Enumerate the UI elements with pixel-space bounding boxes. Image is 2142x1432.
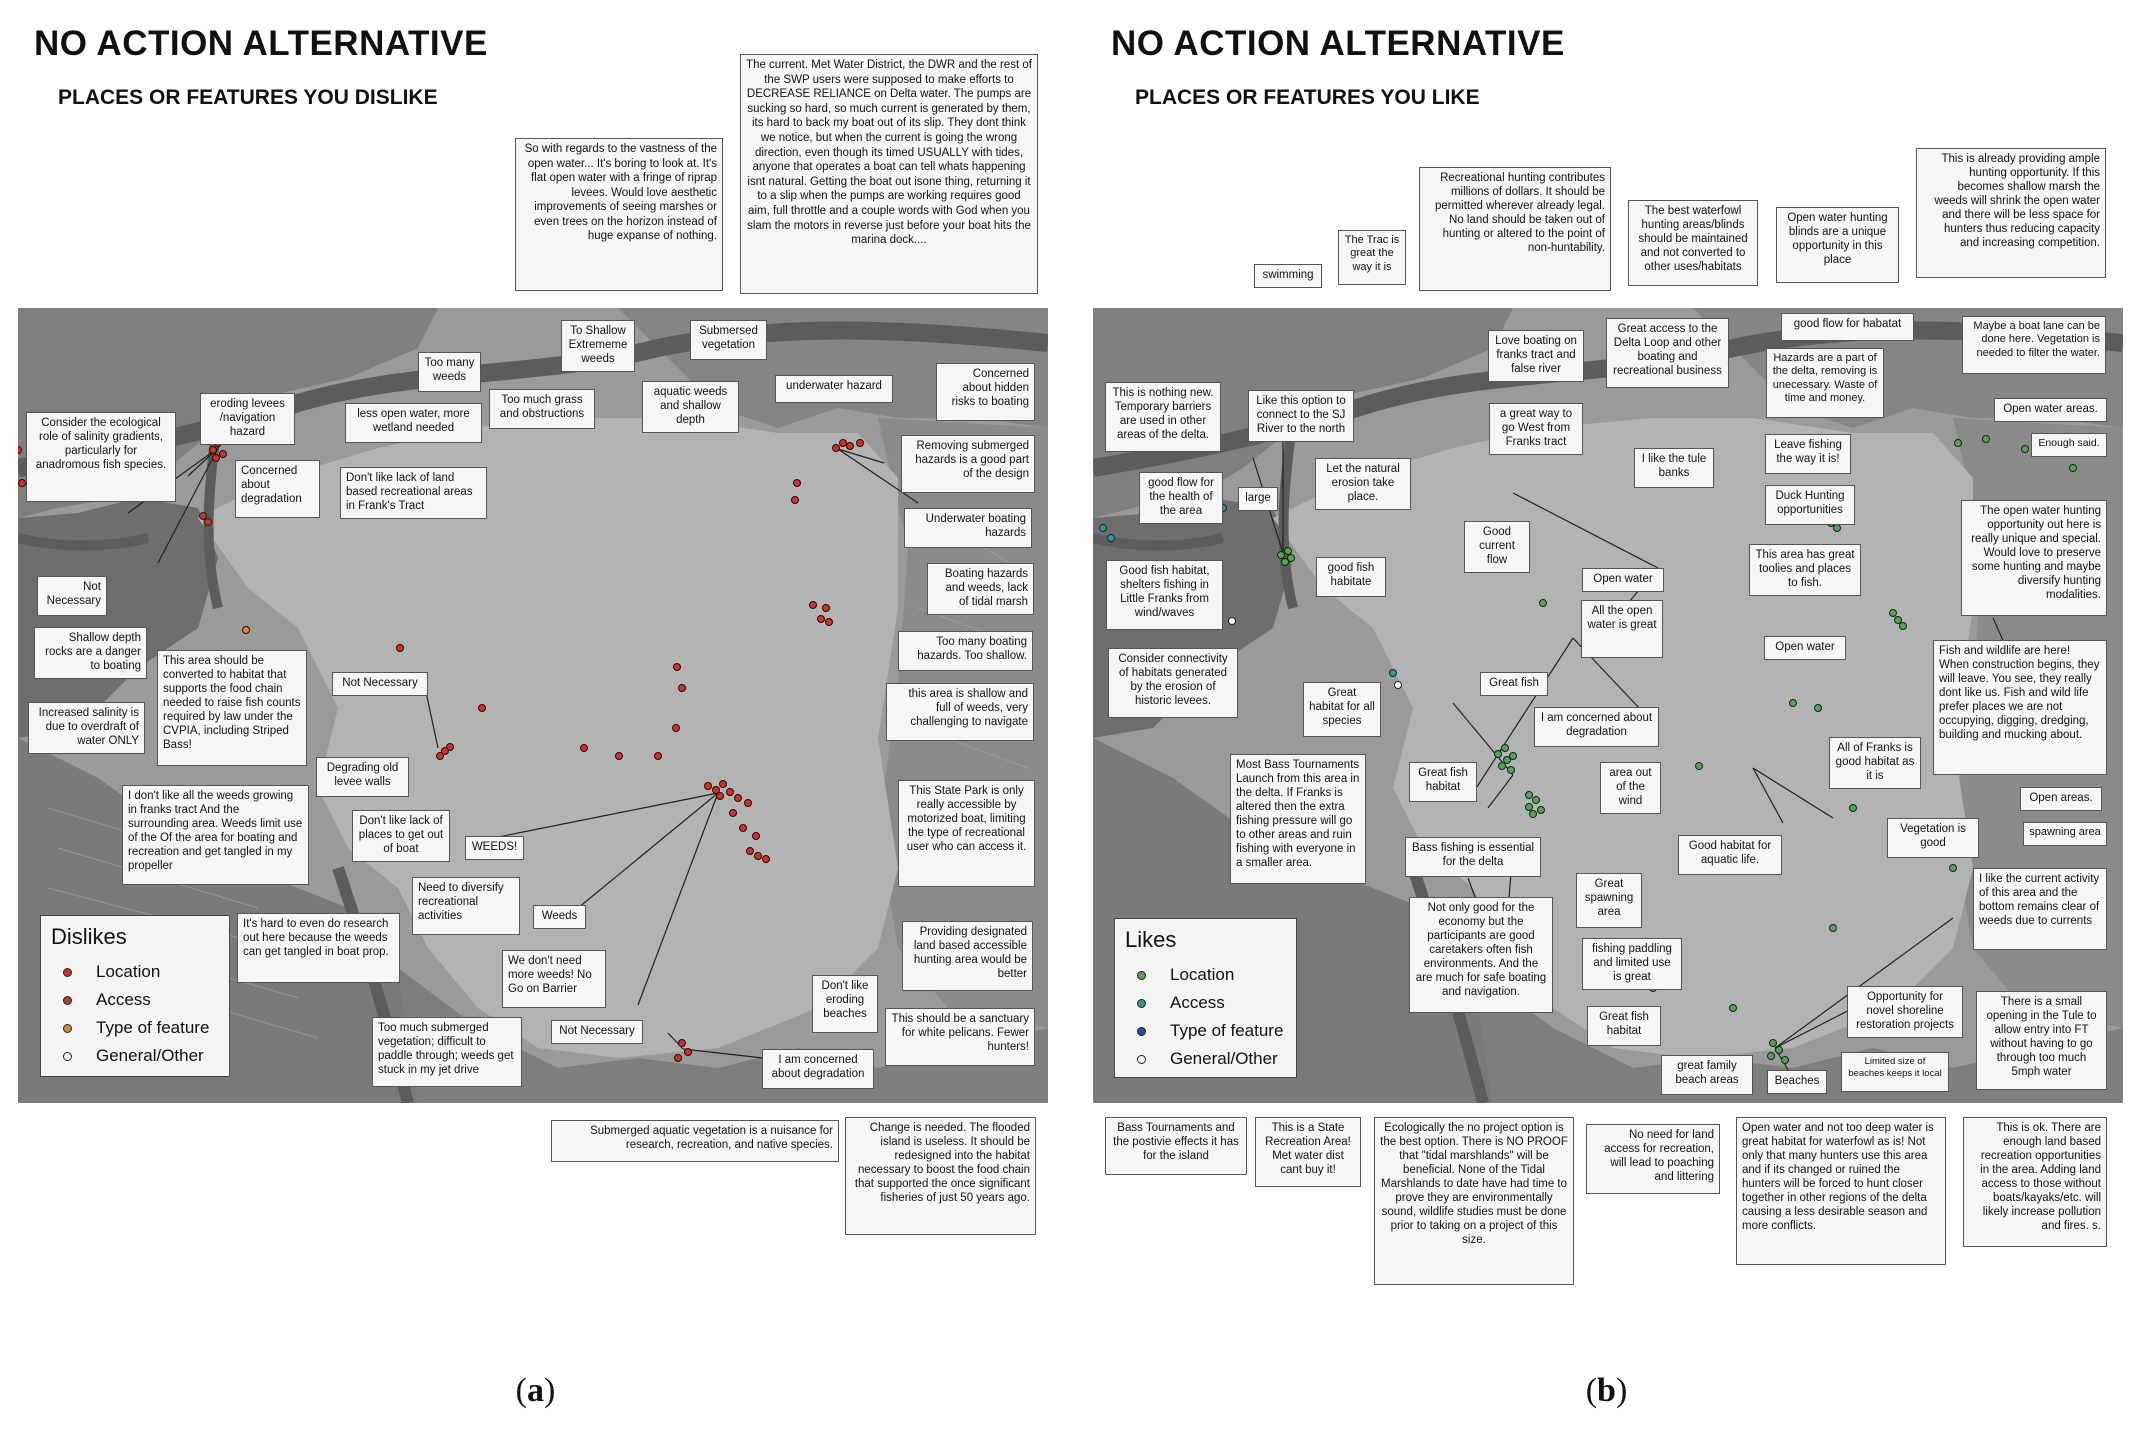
comment-note: I am concerned about degradation: [1534, 707, 1659, 747]
comment-note: Great access to the Delta Loop and other boating and recreational business: [1606, 318, 1729, 388]
comment-note: I like the current activity of this area and the bottom remains clear of weeds due to currents: [1973, 868, 2107, 950]
comment-note: Boating hazards and weeds, lack of tidal marsh: [927, 563, 1034, 615]
comment-note: Shallow depth rocks are a danger to boating: [34, 627, 147, 679]
comment-note: To Shallow Extrememe weeds: [561, 320, 635, 372]
comment-note: Providing designated land based accessible hunting area would be better: [902, 921, 1033, 991]
comment-note: Consider the ecological role of salinity gradients, particularly for anadromous fish species.: [26, 412, 176, 502]
comment-note: Change is needed. The flooded island is useless. It should be redesigned into the habitat necessary to boost the food chain that supported the once significant fisheries of just 50 years ago.: [845, 1117, 1036, 1235]
comment-note: Bass fishing is essential for the delta: [1405, 837, 1541, 877]
comment-note: There is a small opening in the Tule to allow entry into FT without having to go through too much 5mph water: [1976, 991, 2107, 1090]
comment-note: Leave fishing the way it is!: [1765, 434, 1851, 474]
comment-note: Good current flow: [1464, 521, 1530, 573]
panel-subtitle: PLACES OR FEATURES YOU LIKE: [1135, 86, 1480, 109]
legend-title: Dislikes: [51, 924, 127, 949]
comment-note: This is nothing new. Temporary barriers are used in other areas of the delta.: [1105, 382, 1221, 452]
feature-marker-icon: [1137, 1027, 1146, 1036]
comment-note: I am concerned about degradation: [762, 1049, 874, 1089]
legend-label: General/Other: [1170, 1049, 1278, 1068]
map-legend: [40, 915, 230, 1077]
comment-note: This area should be converted to habitat that supports the food chain needed to raise fish counts required by law under the CVPIA, including Striped Bass!: [157, 650, 307, 766]
general-marker-icon: [1137, 1055, 1146, 1064]
comment-note: this area is shallow and full of weeds, very challenging to navigate: [886, 683, 1034, 741]
comment-note: Great habitat for all species: [1303, 682, 1381, 737]
comment-note: fishing paddling and limited use is great: [1582, 938, 1682, 990]
comment-note: Great spawning area: [1576, 873, 1642, 928]
comment-note: Not Necessary: [551, 1020, 643, 1044]
comment-note: This is ok. There are enough land based recreation opportunities in the area. Adding land access to those without boats/kayaks/etc. will likely increase pollution and fires. s.: [1963, 1117, 2107, 1247]
comment-note: Concerned about degradation: [235, 460, 320, 518]
comment-note: underwater hazard: [775, 375, 893, 403]
panel-subtitle: PLACES OR FEATURES YOU DISLIKE: [58, 86, 438, 109]
comment-note: It's hard to even do research out here because the weeds can get tangled in boat prop.: [237, 913, 400, 983]
comment-note: Open water hunting blinds are a unique opportunity in this place: [1776, 207, 1899, 283]
comment-note: Don't like eroding beaches: [812, 975, 878, 1033]
location-marker-icon: [63, 968, 72, 977]
access-marker-icon: [1137, 999, 1146, 1008]
comment-note: Enough said.: [2031, 433, 2107, 457]
comment-note: great family beach areas: [1661, 1055, 1753, 1095]
legend-item-type-of-feature: [51, 1014, 219, 1042]
comment-note: All of Franks is good habitat as it is: [1829, 737, 1921, 789]
comment-note: Too much grass and obstructions: [489, 389, 595, 429]
comment-note: So with regards to the vastness of the open water... It's boring to look at. It's flat open water with a fringe of riprap levees. Would love aesthetic improvements of seeing marshes or even trees on the horizon instead of huge expanse of nothing.: [515, 138, 723, 291]
panel-caption: (a): [515, 1372, 556, 1409]
panel-caption: (b): [1585, 1372, 1628, 1409]
comment-note: Open water: [1764, 636, 1846, 660]
comment-note: The current. Met Water District, the DWR and the rest of the SWP users were supposed to make efforts to DECREASE RELIANCE on Delta water. The pumps are sucking so hard, so much current is generated by them, its hard to back my boat out of its slip. They dont think we notice, but when the current is going the wrong direction, even though its timed USUALLY with tides, anyone that operates a boat can tell whats happening isnt natural. Getting the boat out isone thing, returning it to a slip when the pumps are working requires good aim, full throttle and a couple words with God when you slam the motors in reverse just before your boat hits the marina dock....: [740, 54, 1038, 294]
legend-item-location: [1125, 961, 1286, 989]
comment-note: Not Necessary: [37, 576, 107, 616]
comment-note: Good habitat for aquatic life.: [1678, 835, 1782, 875]
comment-note: swimming: [1254, 264, 1322, 288]
legend-item-access: [1125, 989, 1286, 1017]
comment-note: Too much submerged vegetation; difficult to paddle through; weeds get stuck in my jet drive: [372, 1017, 522, 1087]
legend-label: Location: [1170, 965, 1235, 984]
comment-note: Submersed vegetation: [690, 320, 767, 360]
comment-note: Ecologically the no project option is the best option. There is NO PROOF that "tidal marshlands" will be beneficial. None of the Tidal Marshlands to date have had time to prove they are environmentally sound, wildlife studies must be done prior to taking on a project of this size.: [1374, 1117, 1574, 1285]
comment-note: aquatic weeds and shallow depth: [642, 381, 739, 433]
comment-note: Too many boating hazards. Too shallow.: [898, 631, 1033, 671]
comment-note: All the open water is great: [1581, 600, 1663, 658]
legend-item-type-of-feature: [1125, 1017, 1286, 1045]
comment-note: good fish habitate: [1316, 557, 1386, 597]
legend-title: Likes: [1125, 927, 1177, 952]
comment-note: Beaches: [1767, 1070, 1827, 1094]
comment-note: Concerned about hidden risks to boating: [936, 363, 1035, 421]
comment-note: Open areas.: [2020, 787, 2102, 811]
comment-note: Consider connectivity of habitats generated by the erosion of historic levees.: [1108, 648, 1238, 718]
comment-note: We don't need more weeds! No Go on Barrier: [502, 950, 606, 1008]
comment-note: less open water, more wetland needed: [345, 403, 482, 443]
comment-note: No need for land access for recreation, will lead to poaching and littering: [1586, 1124, 1720, 1194]
comment-note: Hazards are a part of the delta, removing is unecessary. Waste of time and money.: [1766, 348, 1884, 418]
comment-note: spawning area: [2023, 822, 2107, 846]
comment-note: Not only good for the economy but the participants are good caretakers often fish environments. And the are much for safe boating and navigation.: [1409, 897, 1553, 1013]
comment-note: I like the tule banks: [1634, 448, 1714, 488]
map-legend: [1114, 918, 1297, 1078]
legend-label: Type of feature: [1170, 1021, 1284, 1040]
comment-note: a great way to go West from Franks tract: [1489, 403, 1583, 455]
panel-title: NO ACTION ALTERNATIVE: [34, 24, 488, 63]
comment-note: This is already providing ample hunting opportunity. If this becomes shallow marsh the weeds will shrink the open water and there will be less space for hunters thus reducing capacity and increasing competition.: [1916, 148, 2106, 278]
location-marker-icon: [1137, 971, 1146, 980]
comment-note: Submerged aquatic vegetation is a nuisance for research, recreation, and native species.: [551, 1120, 839, 1162]
comment-note: Let the natural erosion take place.: [1315, 458, 1411, 510]
comment-note: This should be a sanctuary for white pelicans. Fewer hunters!: [885, 1008, 1035, 1066]
comment-note: Vegetation is good: [1887, 818, 1979, 858]
comment-note: Opportunity for novel shoreline restoration projects: [1847, 986, 1963, 1038]
comment-note: Degrading old levee walls: [316, 757, 409, 797]
comment-note: This State Park is only really accessible by motorized boat, limiting the type of recreational user who can access it.: [898, 780, 1035, 887]
comment-note: Good fish habitat, shelters fishing in Little Franks from wind/waves: [1106, 560, 1223, 630]
comment-note: This is a State Recreation Area! Met water dist cant buy it!: [1255, 1117, 1361, 1187]
comment-note: Maybe a boat lane can be done here. Vegetation is needed to filter the water.: [1962, 316, 2106, 374]
comment-note: Don't like lack of places to get out of boat: [352, 810, 450, 862]
comment-note: The best waterfowl hunting areas/blinds should be maintained and not converted to other uses/habitats: [1628, 200, 1758, 286]
comment-note: Weeds: [533, 905, 586, 929]
comment-note: good flow for the health of the area: [1139, 472, 1223, 524]
comment-note: Not Necessary: [332, 672, 428, 696]
comment-note: Need to diversify recreational activities: [412, 877, 520, 935]
comment-note: Bass Tournaments and the postivie effects it has for the island: [1105, 1117, 1247, 1175]
comment-note: Open water: [1582, 568, 1664, 592]
comment-note: Recreational hunting contributes millions of dollars. It should be permitted wherever already legal. No land should be taken out of hunting or altered to the point of non-huntability.: [1419, 167, 1611, 291]
comment-note: Open water areas.: [1994, 398, 2107, 422]
comment-note: Too many weeds: [418, 352, 481, 392]
comment-note: This area has great toolies and places to fish.: [1749, 544, 1861, 596]
legend-item-access: [51, 986, 219, 1014]
comment-note: eroding levees /navigation hazard: [200, 393, 295, 445]
comment-note: Increased salinity is due to overdraft of water ONLY: [28, 702, 145, 754]
access-marker-icon: [63, 996, 72, 1005]
comment-note: Most Bass Tournaments Launch from this area in the delta. If Franks is altered then the extra fishing pressure will go to other areas and ruin fishing with everyone in a smaller area.: [1230, 754, 1366, 884]
caption-letter: b: [1597, 1372, 1616, 1409]
comment-note: Removing submerged hazards is a good part of the design: [901, 435, 1035, 493]
comment-note: large: [1238, 487, 1278, 511]
panel-title: NO ACTION ALTERNATIVE: [1111, 24, 1565, 63]
comment-note: Like this option to connect to the SJ River to the north: [1248, 390, 1354, 442]
comment-note: The open water hunting opportunity out here is really unique and special. Would love to preserve some hunting and maybe diversify hunting modalities.: [1961, 500, 2107, 616]
comment-note: Great fish habitat: [1587, 1006, 1661, 1046]
comment-note: Limited size of beaches keeps it local: [1841, 1052, 1949, 1092]
general-marker-icon: [63, 1052, 72, 1061]
legend-label: Type of feature: [96, 1018, 210, 1037]
comment-note: Duck Hunting opportunities: [1765, 485, 1855, 525]
comment-note: Great fish habitat: [1409, 762, 1477, 802]
comment-note: The Trac is great the way it is: [1338, 230, 1406, 285]
comment-note: Great fish: [1480, 672, 1548, 696]
comment-note: Don't like lack of land based recreational areas in Frank's Tract: [340, 467, 487, 519]
comment-note: Fish and wildlife are here! When construction begins, they will leave. You see, they really dont like us. Fish and wild life prefer places we are not occupying, digging, dredging, building and mucking about.: [1933, 640, 2107, 775]
comment-note: Open water and not too deep water is great habitat for waterfowl as is! Not only that many hunters use this area and if its changed or ruined the hunters will be forced to hunt closer together in other regions of the delta causing a less desirable season and more conflicts.: [1736, 1117, 1946, 1265]
caption-letter: a: [527, 1372, 544, 1409]
comment-note: Love boating on franks tract and false river: [1488, 330, 1584, 382]
comment-note: WEEDS!: [465, 836, 524, 860]
feature-marker-icon: [63, 1024, 72, 1033]
panel-likes: [1071, 0, 2142, 1432]
comment-note: area out of the wind: [1600, 762, 1661, 814]
legend-label: General/Other: [96, 1046, 204, 1065]
legend-label: Access: [96, 990, 151, 1009]
legend-item-general-other: [1125, 1045, 1286, 1073]
legend-item-location: [51, 958, 219, 986]
legend-label: Location: [96, 962, 161, 981]
comment-note: I don't like all the weeds growing in franks tract And the surrounding area. Weeds limit use of the Of the area for boating and recreation and get tangled in my propeller: [122, 785, 309, 885]
legend-item-general-other: [51, 1042, 219, 1070]
comment-note: Underwater boating hazards: [904, 508, 1032, 548]
comment-note: good flow for habatat: [1781, 313, 1914, 341]
legend-label: Access: [1170, 993, 1225, 1012]
